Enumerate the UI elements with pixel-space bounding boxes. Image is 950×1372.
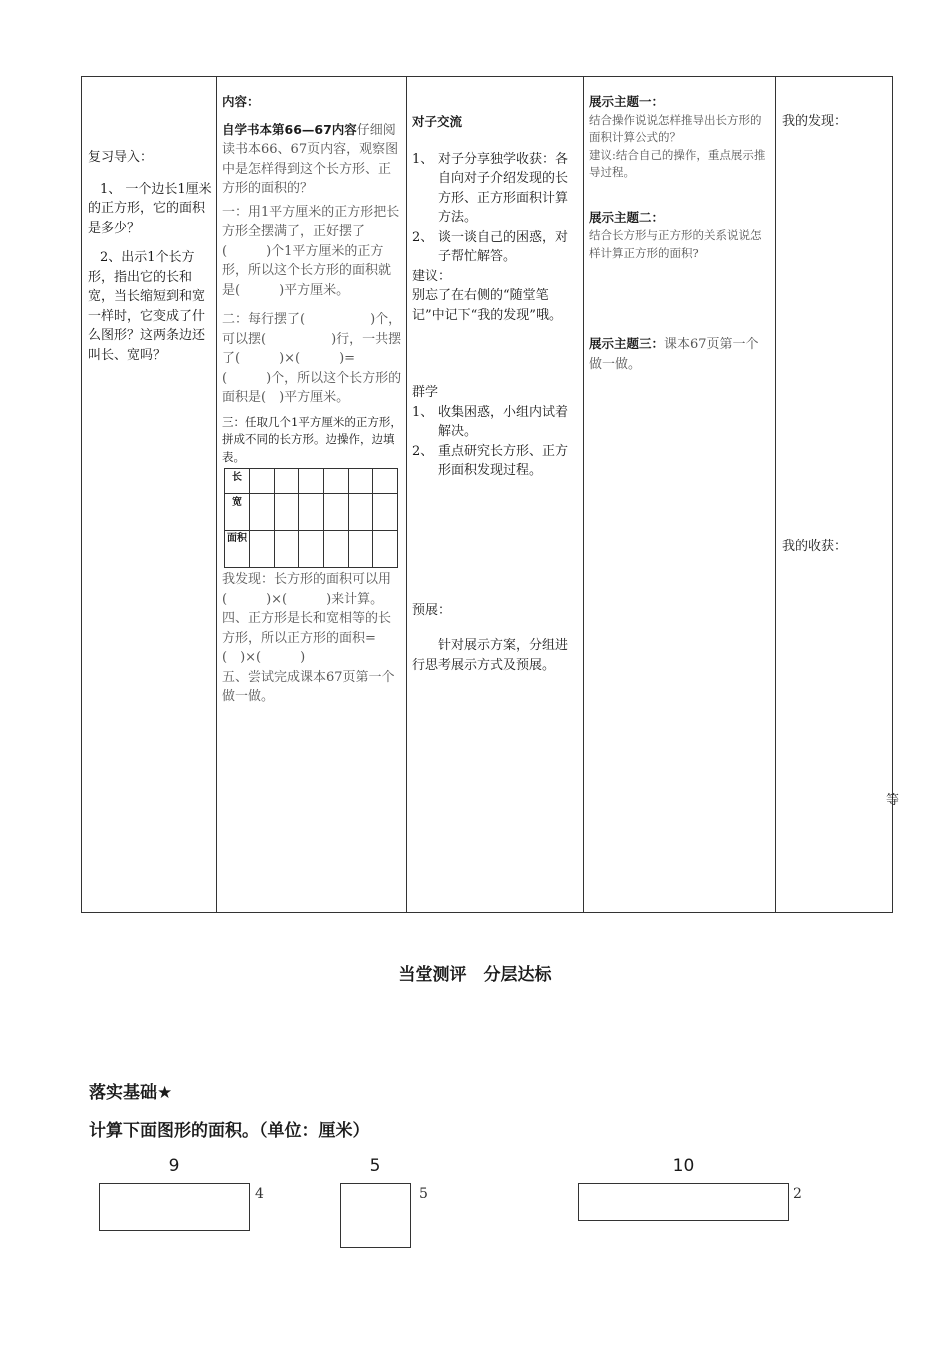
item-text: 对子分享独学收获：各自向对子介绍发现的长方形、正方形面积计算方法。 <box>438 151 569 225</box>
step-3: 三：任取几个1平方厘米的正方形，拼成不同的长方形。边操作，边填表。 <box>222 414 402 464</box>
blank-cell[interactable] <box>274 469 299 494</box>
column-divider <box>583 76 584 913</box>
pair-title: 对子交流 <box>412 114 463 129</box>
list-item <box>412 442 578 481</box>
item-number: 2、 <box>412 443 434 459</box>
topic-2-title: 展示主题二： <box>589 209 665 225</box>
review-title: 复习导入： <box>88 150 154 165</box>
column-divider <box>406 76 407 913</box>
step-2: 二：每行摆了( )个，可以摆( )行，一共摆了( )×( )=( )个，所以这个长方形的面积是( )平方厘米。 <box>222 312 402 405</box>
topic-3-title: 展示主题三： <box>589 336 665 351</box>
review-question-2: 2、出示1个长方形，指出它的长和宽，当长缩短到和宽一样时，它变成了什么图形？这两条边还叫长、宽吗？ <box>88 250 206 363</box>
shape-2-width: 5 <box>419 1186 428 1202</box>
preview-label: 预展： <box>412 602 452 618</box>
blank-cell[interactable] <box>274 531 299 568</box>
shape-2-length: 5 <box>369 1156 381 1176</box>
group-title: 群学 <box>412 385 439 400</box>
blank-cell[interactable] <box>299 531 324 568</box>
self-study-intro <box>222 120 402 199</box>
square-shape <box>340 1183 411 1248</box>
row-label-width: 宽 <box>225 494 250 531</box>
item-number: 1、 <box>412 151 434 167</box>
blank-cell[interactable] <box>373 469 398 494</box>
level-heading: 落实基础★ <box>89 1083 173 1103</box>
stray-character: 等 <box>886 793 900 808</box>
blank-cell[interactable] <box>250 531 275 568</box>
assessment-title: 当堂测评 分层达标 <box>398 965 552 985</box>
item-text: 重点研究长方形、正方形面积发现过程。 <box>438 443 569 478</box>
item-number: 2、 <box>412 229 434 245</box>
suggest-text: 别忘了在右侧的“随堂笔记”中记下“我的发现”哦。 <box>412 288 562 323</box>
topic-1-text: 结合操作说说怎样推导出长方形的面积计算公式的？ <box>589 112 762 144</box>
preview-text: 针对展示方案，分组进行思考展示方式及预展。 <box>412 638 569 673</box>
list-item <box>412 150 578 228</box>
rectangle-shape <box>99 1183 250 1231</box>
topic-3-text: 课本67页第一个做一做。 <box>589 337 759 372</box>
my-discovery-label: 我的发现： <box>782 114 848 129</box>
item-number: 1、 <box>412 404 434 420</box>
step-5: 五、尝试完成课本67页第一个做一做。 <box>222 669 395 704</box>
group-list <box>412 403 578 481</box>
shape-1-width: 4 <box>255 1186 264 1202</box>
shape-3-width: 2 <box>793 1186 802 1202</box>
blank-cell[interactable] <box>299 494 324 531</box>
row-label-length: 长 <box>225 469 250 494</box>
task-instruction: 计算下面图形的面积。（单位：厘米） <box>89 1121 370 1141</box>
intro-bold: 自学书本第66—67内容 <box>222 121 357 137</box>
list-item <box>412 403 578 442</box>
my-harvest-label: 我的收获： <box>782 538 848 554</box>
blank-cell[interactable] <box>348 531 373 568</box>
rectangle-shape <box>578 1183 789 1221</box>
topic-1-suggest: 建议:结合自己的操作，重点展示推导过程。 <box>589 147 766 179</box>
step-4: 四、正方形是长和宽相等的长方形，所以正方形的面积=( )×( ) <box>222 611 392 665</box>
topic-2-text: 结合长方形与正方形的关系说说怎样计算正方形的面积? <box>589 228 762 260</box>
self-study-column <box>222 76 402 707</box>
finding-text: 我发现：长方形的面积可以用( )×( )来计算。 <box>222 572 392 607</box>
list-item <box>412 228 578 267</box>
topic-3 <box>589 334 771 374</box>
discussion-column <box>412 76 578 675</box>
blank-cell[interactable] <box>274 494 299 531</box>
blank-cell[interactable] <box>373 494 398 531</box>
blank-cell[interactable] <box>323 531 348 568</box>
blank-cell[interactable] <box>348 494 373 531</box>
item-text: 谈一谈自己的困惑，对子帮忙解答。 <box>438 229 569 264</box>
topic-1-title: 展示主题一： <box>589 94 665 109</box>
column-divider <box>775 76 776 913</box>
blank-cell[interactable] <box>348 469 373 494</box>
blank-cell[interactable] <box>250 494 275 531</box>
notes-column <box>782 76 888 556</box>
shape-3-length: 10 <box>672 1156 695 1176</box>
presentation-column <box>589 76 771 374</box>
blank-cell[interactable] <box>323 469 348 494</box>
content-label: 内容： <box>222 94 260 109</box>
blank-cell[interactable] <box>250 469 275 494</box>
blank-cell[interactable] <box>323 494 348 531</box>
column-divider <box>216 76 217 913</box>
intro-rest: 仔细阅读书本66、67页内容，观察图中是怎样得到这个长方形、正方形的面积的？ <box>222 122 399 196</box>
review-question-1: 1、 一个边长1厘米的正方形，它的面积是多少？ <box>88 181 212 236</box>
review-column <box>88 76 212 365</box>
blank-cell[interactable] <box>299 469 324 494</box>
item-text: 收集困惑，小组内试着解决。 <box>438 404 569 439</box>
shape-1-length: 9 <box>168 1156 180 1176</box>
fill-in-table <box>224 468 398 568</box>
row-label-area: 面积 <box>225 531 250 568</box>
step-1: 一：用1平方厘米的正方形把长方形全摆满了，正好摆了( )个1平方厘米的正方形，所以这个长方形的面积就是( )平方厘米。 <box>222 204 400 298</box>
blank-cell[interactable] <box>373 531 398 568</box>
suggest-label: 建议： <box>412 268 452 284</box>
pair-list <box>412 150 578 267</box>
